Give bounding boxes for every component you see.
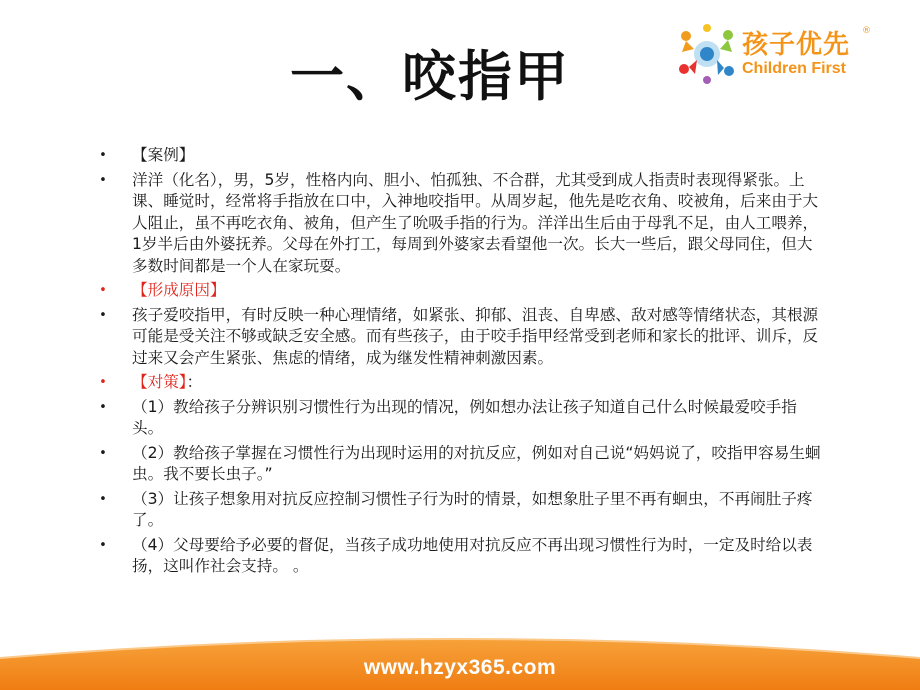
bullet-strategy-2 <box>96 443 826 486</box>
bullet-dot: • <box>99 537 107 553</box>
slide-title: 一、咬指甲 <box>290 45 570 108</box>
logo-registered-mark: ® <box>862 26 871 36</box>
bullet-dot: • <box>99 399 107 415</box>
logo-chinese-name: 孩子优先 <box>742 30 851 60</box>
strategy-heading: 【对策】 <box>132 373 187 391</box>
bullet-dot: • <box>99 148 107 163</box>
cause-heading: 【形成原因】 <box>132 281 226 299</box>
strategy-1-text: （1）教给孩子分辨识别习惯性行为出现的情况，例如想办法让孩子知道自己什么时候最爱咬手指头。 <box>132 397 797 437</box>
strategy-3-text: （3）让孩子想象用对抗反应控制习惯性子行为时的情景，如想象肚子里不再有蛔虫，不再闹肚子疼了。 <box>132 489 813 529</box>
bullet-dot: • <box>99 283 107 298</box>
bullet-strategy-4 <box>96 535 826 578</box>
footer-banner <box>0 628 920 690</box>
bullet-strategy-heading <box>96 372 826 394</box>
bullet-case-text <box>96 170 826 278</box>
bullet-strategy-1 <box>96 397 826 440</box>
bullet-dot: • <box>99 375 107 390</box>
logo-figures-icon <box>672 22 742 86</box>
footer-website-url[interactable]: www.hzyx365.com <box>363 656 557 679</box>
bullet-dot: • <box>99 491 107 507</box>
bullet-dot: • <box>99 445 107 461</box>
strategy-4-text: （4）父母要给予必要的督促，当孩子成功地使用对抗反应不再出现习惯性行为时，一定及时给以表扬，这叫作社会支持。 。 <box>132 535 813 575</box>
bullet-cause-heading <box>96 280 826 302</box>
bullet-case-heading <box>96 145 826 167</box>
bullet-dot: • <box>99 172 107 188</box>
bullet-strategy-3 <box>96 489 826 532</box>
bullet-dot: • <box>99 307 107 323</box>
cause-text: 孩子爱咬指甲，有时反映一种心理情绪，如紧张、抑郁、沮丧、自卑感、敌对感等情绪状态，其根源可能是受关注不够或缺乏安全感。而有些孩子，由于咬手指甲经常受到老师和家长的批评、训斥，反过来又会产生紧张、焦虑的情绪，成为继发性精神刺激因素。 <box>132 305 819 367</box>
case-heading: 【案例】 <box>132 146 195 164</box>
logo-english-name: Children First <box>742 60 847 77</box>
strategy-heading-colon: ： <box>186 373 203 391</box>
strategy-2-text: （2）教给孩子掌握在习惯性行为出现时运用的对抗反应，例如对自己说“妈妈说了，咬指甲容易生蛔虫。我不要长虫子。” <box>132 443 821 483</box>
bullet-cause-text <box>96 305 826 370</box>
bullet-list <box>96 145 826 581</box>
case-text: 洋洋（化名），男，5岁，性格内向、胆小、怕孤独、不合群，尤其受到成人指责时表现得紧张。上课、睡觉时，经常将手指放在口中，入神地咬指甲。从周岁起，他先是吃衣角、咬被角，后来由于大人阻止，虽不再吃衣角、被角，但产生了吮吸手指的行为。洋洋出生后由于母乳不足，由人工喂养，1岁半后由外婆抚养。父母在外打工，每周到外婆家去看望他一次。长大一些后，跟父母同住，但大多数时间都是一个人在家玩耍。 <box>132 170 819 275</box>
children-first-logo <box>672 22 882 86</box>
